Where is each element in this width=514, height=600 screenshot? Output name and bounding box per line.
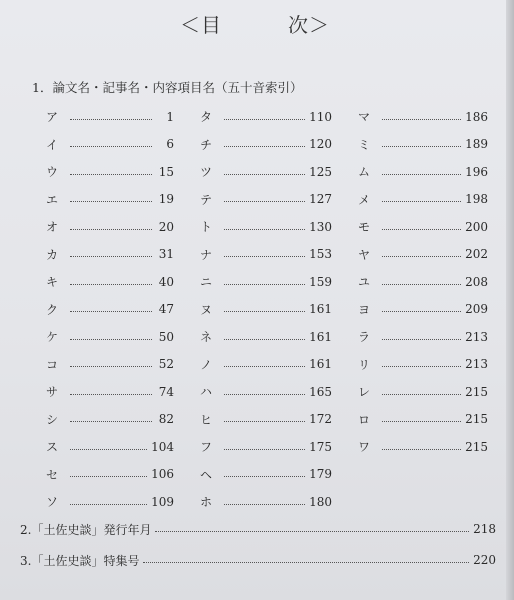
leader-dots — [382, 448, 461, 450]
leader-dots — [70, 200, 152, 202]
index-entry-kana: ハ — [200, 385, 213, 400]
leader-dots — [224, 310, 305, 312]
index-entry-page: 104 — [151, 439, 174, 454]
index-entry-kana: レ — [358, 385, 371, 400]
index-entry-kana: ヒ — [200, 412, 213, 427]
index-entry — [46, 433, 174, 461]
index-entry — [358, 351, 488, 379]
leader-dots — [382, 200, 461, 202]
index-entry-page: 153 — [309, 247, 332, 262]
index-entry-page: 215 — [465, 412, 488, 427]
leader-dots — [224, 393, 305, 395]
index-entry-kana: ト — [200, 220, 213, 235]
leader-dots — [224, 200, 305, 202]
index-entry-page: 172 — [309, 412, 332, 427]
index-entry — [200, 103, 332, 131]
index-entry-kana: セ — [46, 467, 59, 482]
index-column-2 — [200, 103, 332, 516]
index-entry — [46, 241, 174, 269]
section-3-entry — [20, 550, 496, 570]
index-entry-kana: ロ — [358, 412, 371, 427]
index-entry-kana: イ — [46, 137, 59, 152]
index-entry — [358, 378, 488, 406]
index-entry — [46, 158, 174, 186]
index-entry — [358, 433, 488, 461]
index-entry-kana: チ — [200, 137, 213, 152]
leader-dots — [382, 420, 461, 422]
index-entry-kana: キ — [46, 275, 59, 290]
index-entry-kana: ス — [46, 440, 59, 455]
index-entry-page: 47 — [158, 302, 174, 317]
index-entry-kana: リ — [358, 357, 371, 372]
index-entry-kana: メ — [358, 192, 371, 207]
index-entry-page: 202 — [465, 247, 488, 262]
leader-dots — [70, 283, 152, 285]
index-entry-page: 74 — [158, 384, 174, 399]
index-entry-page: 110 — [309, 109, 332, 124]
index-entry-page: 120 — [309, 137, 332, 152]
index-entry — [46, 131, 174, 159]
title-open: ＜目 — [180, 12, 222, 37]
index-entry-page: 127 — [309, 192, 332, 207]
leader-dots — [70, 393, 152, 395]
index-entry-kana: モ — [358, 220, 371, 235]
index-entry — [200, 158, 332, 186]
index-entry — [200, 296, 332, 324]
leader-dots — [70, 118, 152, 120]
index-entry-kana: ユ — [358, 275, 371, 290]
index-entry — [200, 406, 332, 434]
index-entry-kana: ワ — [358, 440, 371, 455]
index-entry-kana: タ — [200, 110, 213, 125]
index-entry-kana: エ — [46, 192, 59, 207]
index-entry-kana: ケ — [46, 330, 59, 345]
leader-dots — [382, 255, 461, 257]
index-entry-kana: ヘ — [200, 467, 213, 482]
index-entry-page: 15 — [158, 164, 174, 179]
leader-dots — [382, 310, 461, 312]
index-entry — [200, 131, 332, 159]
index-entry-kana: ナ — [200, 247, 213, 262]
index-entry-kana: ネ — [200, 330, 213, 345]
index-entry-page: 82 — [158, 412, 174, 427]
index-entry — [358, 131, 488, 159]
index-entry — [358, 296, 488, 324]
leader-dots — [70, 173, 152, 175]
index-entry-kana: ソ — [46, 495, 59, 510]
index-entry-page: 19 — [158, 192, 174, 207]
index-entry-page: 159 — [309, 274, 332, 289]
index-entry — [200, 378, 332, 406]
leader-dots — [224, 365, 305, 367]
index-entry-kana: マ — [358, 110, 371, 125]
index-entry-kana: オ — [46, 220, 59, 235]
index-entry-kana: カ — [46, 247, 59, 262]
index-entry — [200, 351, 332, 379]
title-close: 次＞ — [288, 12, 330, 37]
leader-dots — [70, 420, 152, 422]
index-entry-kana: フ — [200, 440, 213, 455]
index-entry — [358, 103, 488, 131]
leader-dots — [224, 228, 305, 230]
section-1-heading: 1．論文名・記事名・内容項目名（五十音索引） — [32, 80, 303, 95]
index-entry — [46, 268, 174, 296]
index-entry-kana: ヤ — [358, 247, 371, 262]
leader-dots — [382, 365, 461, 367]
section-2-entry — [20, 519, 496, 539]
index-entry — [46, 488, 174, 516]
leader-dots — [224, 283, 305, 285]
leader-dots — [382, 393, 461, 395]
index-entry — [358, 406, 488, 434]
index-entry-page: 6 — [166, 137, 174, 152]
leader-dots — [224, 338, 305, 340]
index-entry-kana: ラ — [358, 330, 371, 345]
index-entry-page: 180 — [309, 494, 332, 509]
index-entry — [46, 461, 174, 489]
index-entry-page: 179 — [309, 467, 332, 482]
index-entry-kana: ム — [358, 165, 371, 180]
leader-dots — [224, 173, 305, 175]
leader-dots — [224, 448, 305, 450]
index-entry-kana: ミ — [358, 137, 371, 152]
leader-dots — [70, 310, 152, 312]
leader-dots — [224, 255, 305, 257]
leader-dots — [382, 118, 461, 120]
index-entry — [46, 378, 174, 406]
index-entry-page: 52 — [158, 357, 174, 372]
index-entry — [200, 461, 332, 489]
leader-dots — [382, 173, 461, 175]
index-entry — [46, 323, 174, 351]
index-entry-kana: サ — [46, 385, 59, 400]
index-entry-page: 213 — [465, 357, 488, 372]
index-entry — [200, 186, 332, 214]
index-entry-page: 215 — [465, 439, 488, 454]
leader-dots — [155, 530, 469, 532]
index-entry — [46, 406, 174, 434]
index-entry-page: 165 — [309, 384, 332, 399]
index-entry — [200, 433, 332, 461]
index-entry — [200, 323, 332, 351]
index-entry-kana: ウ — [46, 165, 59, 180]
index-entry-page: 130 — [309, 219, 332, 234]
index-entry-kana: ツ — [200, 165, 213, 180]
index-entry — [358, 268, 488, 296]
index-entry-page: 161 — [309, 329, 332, 344]
leader-dots — [70, 448, 147, 450]
index-entry — [46, 186, 174, 214]
index-entry — [46, 351, 174, 379]
section-3-page: 220 — [473, 553, 496, 567]
index-entry — [200, 268, 332, 296]
leader-dots — [70, 365, 152, 367]
index-entry-kana: ヨ — [358, 302, 371, 317]
index-entry — [46, 213, 174, 241]
index-entry-page: 196 — [465, 164, 488, 179]
index-entry-page: 40 — [158, 274, 174, 289]
leader-dots — [224, 475, 305, 477]
index-entry — [200, 488, 332, 516]
index-entry-kana: コ — [46, 357, 59, 372]
index-entry-page: 106 — [151, 467, 174, 482]
index-entry — [358, 213, 488, 241]
leader-dots — [382, 283, 461, 285]
index-entry — [358, 241, 488, 269]
section-2-label: 2.「土佐史談」発行年月 — [20, 522, 152, 537]
leader-dots — [70, 338, 152, 340]
index-entry-page: 125 — [309, 164, 332, 179]
index-entry-page: 20 — [158, 219, 174, 234]
index-entry-page: 186 — [465, 109, 488, 124]
leader-dots — [224, 503, 305, 505]
index-entry-page: 208 — [465, 274, 488, 289]
leader-dots — [224, 145, 305, 147]
index-entry-page: 209 — [465, 302, 488, 317]
leader-dots — [224, 420, 305, 422]
index-entry — [200, 241, 332, 269]
section-3-label: 3.「土佐史談」特集号 — [20, 553, 140, 568]
index-entry — [200, 213, 332, 241]
index-entry-page: 198 — [465, 192, 488, 207]
index-entry-page: 213 — [465, 329, 488, 344]
index-entry-page: 31 — [158, 247, 174, 262]
leader-dots — [382, 338, 461, 340]
index-entry-page: 50 — [158, 329, 174, 344]
section-2-page: 218 — [473, 522, 496, 536]
index-entry — [358, 323, 488, 351]
page-title — [180, 8, 330, 38]
index-entry-kana: テ — [200, 192, 213, 207]
index-column-3 — [358, 103, 488, 461]
leader-dots — [382, 145, 461, 147]
leader-dots — [70, 145, 152, 147]
index-entry-kana: ホ — [200, 495, 213, 510]
leader-dots — [70, 475, 147, 477]
index-entry-page: 189 — [465, 137, 488, 152]
index-entry — [358, 186, 488, 214]
index-entry-page: 215 — [465, 384, 488, 399]
index-entry-kana: ク — [46, 302, 59, 317]
page-edge-shadow — [506, 0, 514, 600]
leader-dots — [70, 228, 152, 230]
index-entry-page: 109 — [151, 494, 174, 509]
leader-dots — [70, 503, 147, 505]
leader-dots — [224, 118, 305, 120]
index-entry-kana: ヌ — [200, 302, 213, 317]
leader-dots — [143, 561, 469, 563]
index-entry-kana: ニ — [200, 275, 213, 290]
index-entry — [46, 103, 174, 131]
index-entry-page: 1 — [166, 109, 174, 124]
index-entry-kana: ノ — [200, 357, 213, 372]
index-entry — [358, 158, 488, 186]
index-column-1 — [46, 103, 174, 516]
index-entry-page: 200 — [465, 219, 488, 234]
index-entry-kana: シ — [46, 412, 59, 427]
index-entry — [46, 296, 174, 324]
index-entry-page: 175 — [309, 439, 332, 454]
index-entry-page: 161 — [309, 302, 332, 317]
leader-dots — [382, 228, 461, 230]
leader-dots — [70, 255, 152, 257]
index-entry-page: 161 — [309, 357, 332, 372]
index-entry-kana: ア — [46, 110, 59, 125]
